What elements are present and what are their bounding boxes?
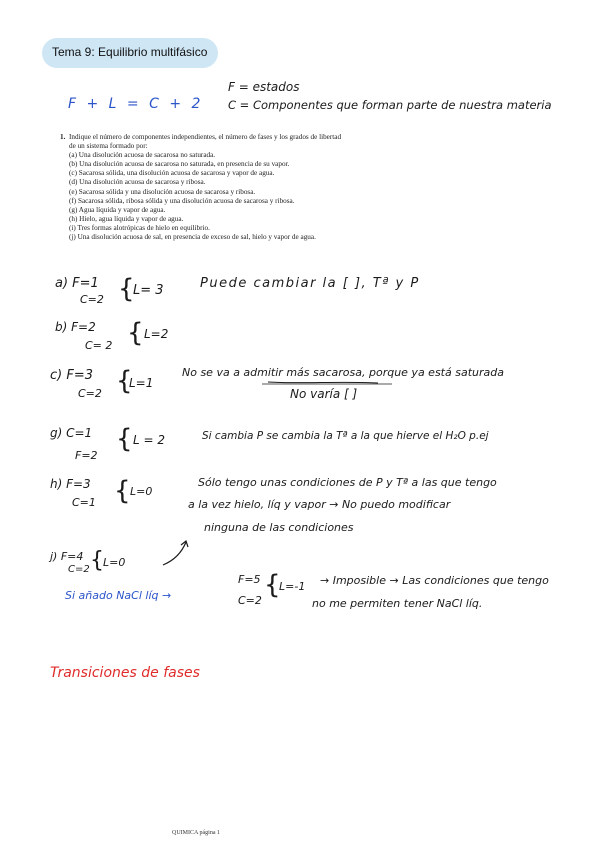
answer-c-brace: { bbox=[116, 366, 133, 396]
problem-item: (g) Agua líquida y vapor de agua. bbox=[69, 205, 166, 214]
problem-item: (j) Una disolución acuosa de sal, en presencia de exceso de sal, hielo y vapor de agua. bbox=[69, 233, 316, 242]
answer-c-c: C=2 bbox=[78, 387, 102, 400]
answer-b-brace: { bbox=[127, 318, 144, 348]
answer-b-l: L=2 bbox=[144, 327, 169, 341]
answer-j-f2: F=5 bbox=[238, 573, 261, 586]
answer-a-note: Puede cambiar la [ ], Tª y P bbox=[200, 276, 420, 291]
answer-h-brace: { bbox=[114, 476, 131, 506]
answer-j-added-salt: Si añado NaCl líq → bbox=[65, 589, 172, 602]
answer-h-f: h) F=3 bbox=[50, 477, 91, 491]
answer-h-l: L=0 bbox=[130, 485, 153, 498]
curved-arrow-head bbox=[181, 541, 188, 547]
underline-admitir bbox=[268, 382, 378, 383]
problem-stem-line-2: de un sistema formado por: bbox=[69, 142, 148, 151]
problem-number: 1. bbox=[60, 133, 66, 141]
answer-j-l2: L=-1 bbox=[279, 580, 306, 593]
answer-b-c: C= 2 bbox=[85, 339, 113, 352]
problem-item: (d) Una disolución acuosa de sacarosa y ribosa. bbox=[69, 178, 206, 187]
page-footer: QUIMICA página 1 bbox=[172, 830, 220, 836]
problem-item: (h) Hielo, agua líquida y vapor de agua. bbox=[69, 214, 184, 223]
answer-a-c: C=2 bbox=[80, 293, 104, 306]
answer-g-l: L = 2 bbox=[133, 433, 166, 447]
answer-a-brace: { bbox=[118, 274, 135, 304]
answer-g-c: F=2 bbox=[75, 449, 98, 462]
problem-statement bbox=[60, 133, 390, 242]
answer-j-c: C=2 bbox=[68, 564, 90, 575]
answer-j-c2: C=2 bbox=[238, 594, 262, 607]
answer-a-l: L= 3 bbox=[133, 283, 164, 298]
answer-g-note: Si cambia P se cambia la Tª a la que hierve el H₂O p.ej bbox=[202, 430, 489, 442]
legend-f-line: F = estados bbox=[228, 80, 300, 94]
answer-c-f: c) F=3 bbox=[50, 368, 93, 383]
answer-h-note-1: Sólo tengo unas condiciones de P y Tª a las que tengo bbox=[198, 476, 497, 489]
answer-j-f: j) F=4 bbox=[50, 550, 84, 563]
answer-j-brace: { bbox=[90, 548, 104, 573]
problem-item: (f) Sacarosa sólida, ribosa sólida y una disolución acuosa de sacarosa y ribosa. bbox=[69, 196, 295, 205]
answer-j-l: L=0 bbox=[103, 556, 126, 569]
section-heading-phase-transitions: Transiciones de fases bbox=[50, 665, 200, 681]
rule-formula: F + L = C + 2 bbox=[68, 96, 204, 112]
answer-c-note-1: No se va a admitir más sacarosa, porque ya está saturada bbox=[182, 366, 504, 379]
problem-item: (c) Sacarosa sólida, una disolución acuosa de sacarosa y vapor de agua. bbox=[69, 169, 275, 178]
legend-c-line: C = Componentes que forman parte de nuestra materia bbox=[228, 98, 552, 112]
answer-a-f: a) F=1 bbox=[55, 276, 99, 291]
answer-h-note-2: a la vez hielo, líq y vapor → No puedo modificar bbox=[188, 498, 451, 511]
problem-stem-line-1: Indique el número de componentes independientes, el número de fases y los grados de libertad bbox=[69, 133, 342, 141]
answer-h-c: C=1 bbox=[72, 496, 96, 509]
answer-g-f: g) C=1 bbox=[50, 426, 93, 440]
problem-item: (e) Sacarosa sólida y una disolución acuosa de sacarosa y ribosa. bbox=[69, 187, 256, 196]
answer-h-note-3: ninguna de las condiciones bbox=[204, 521, 354, 534]
problem-item: (a) Una disolución acuosa de sacarosa no saturada. bbox=[69, 151, 216, 160]
page-title: Tema 9: Equilibrio multifásico bbox=[52, 45, 208, 59]
problem-item: (i) Tres formas alotrópicas de hielo en equilibrio. bbox=[69, 223, 210, 232]
answer-g-brace: { bbox=[116, 424, 133, 454]
answer-b-f: b) F=2 bbox=[55, 320, 96, 334]
answer-j-note-2: no me permiten tener NaCl líq. bbox=[312, 597, 483, 610]
answer-j-note-1: → Imposible → Las condiciones que tengo bbox=[320, 574, 549, 587]
answer-j-brace-2: { bbox=[264, 570, 281, 600]
answer-c-note-2: No varía [ ] bbox=[290, 387, 358, 401]
answer-c-l: L=1 bbox=[129, 376, 154, 390]
problem-item: (b) Una disolución acuosa de sacarosa no saturada, en presencia de su vapor. bbox=[69, 160, 290, 169]
curved-arrow bbox=[163, 542, 186, 565]
